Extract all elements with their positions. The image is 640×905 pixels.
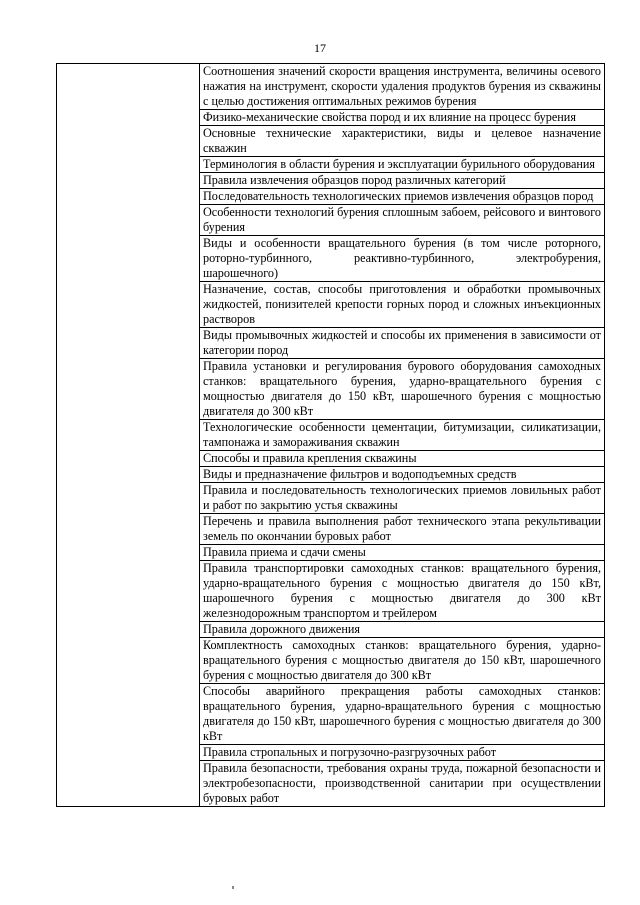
knowledge-item-cell (200, 561, 605, 622)
knowledge-item-cell (200, 110, 605, 126)
knowledge-item-text: Виды и особенности вращательного бурения (в том числе роторного, роторно-турбинного, реактивно-турбинного, электробурения, шарошечного) (203, 236, 601, 280)
knowledge-item-cell (200, 638, 605, 684)
knowledge-item-text: Последовательность технологических приемов извлечения образцов пород (203, 189, 594, 203)
knowledge-item-text: Виды и предназначение фильтров и водоподъемных средств (203, 467, 517, 481)
knowledge-item-text: Правила дорожного движения (203, 622, 360, 636)
knowledge-item-text: Правила безопасности, требования охраны труда, пожарной безопасности и электробезопасности, производственной санитарии при осуществлении буровых работ (203, 761, 601, 805)
table-row (57, 64, 605, 110)
knowledge-item-cell (200, 420, 605, 451)
knowledge-item-cell (200, 126, 605, 157)
requirements-table (56, 63, 605, 807)
knowledge-item-text: Соотношения значений скорости вращения инструмента, величины осевого нажатия на инструмент, скорости удаления продуктов бурения из скважины с целью достижения оптимальных режимов бурения (203, 64, 601, 108)
knowledge-item-cell (200, 64, 605, 110)
scan-artifact (232, 886, 234, 889)
knowledge-item-text: Физико-механические свойства пород и их влияние на процесс бурения (203, 110, 576, 124)
knowledge-item-cell (200, 545, 605, 561)
knowledge-item-text: Терминология в области бурения и эксплуатации бурильного оборудования (203, 157, 596, 171)
knowledge-item-text: Перечень и правила выполнения работ технического этапа рекультивации земель по окончании буровых работ (203, 514, 601, 543)
knowledge-item-text: Способы и правила крепления скважины (203, 451, 417, 465)
knowledge-item-cell (200, 359, 605, 420)
table-body (57, 64, 605, 807)
knowledge-item-text: Правила извлечения образцов пород различных категорий (203, 173, 506, 187)
knowledge-item-cell (200, 173, 605, 189)
left-column-cell (57, 64, 200, 807)
knowledge-item-cell (200, 622, 605, 638)
knowledge-item-cell (200, 483, 605, 514)
knowledge-item-cell (200, 467, 605, 483)
knowledge-item-cell (200, 157, 605, 173)
knowledge-item-cell (200, 514, 605, 545)
knowledge-item-cell (200, 282, 605, 328)
knowledge-item-text: Правила стропальных и погрузочно-разгрузочных работ (203, 745, 497, 759)
knowledge-item-text: Правила транспортировки самоходных станков: вращательного бурения, ударно-вращательного бурения с мощностью двигателя до 150 кВт, шарошечного бурения с мощностью двигателя до 300 кВт железнодорожным транспортом и трейлером (203, 561, 601, 620)
knowledge-item-text: Виды промывочных жидкостей и способы их применения в зависимости от категории пород (203, 328, 601, 357)
knowledge-item-text: Правила и последовательность технологических приемов ловильных работ и работ по закрытию устья скважины (203, 483, 601, 512)
knowledge-item-cell (200, 189, 605, 205)
knowledge-item-cell (200, 451, 605, 467)
knowledge-item-text: Особенности технологий бурения сплошным забоем, рейсового и винтового бурения (203, 205, 601, 234)
knowledge-item-cell (200, 745, 605, 761)
knowledge-item-cell (200, 761, 605, 807)
knowledge-item-text: Правила приема и сдачи смены (203, 545, 366, 559)
page-number: 17 (314, 41, 326, 55)
knowledge-item-text: Назначение, состав, способы приготовления и обработки промывочных жидкостей, понизителей крепости горных пород и сложных инъекционных растворов (203, 282, 601, 326)
knowledge-item-cell (200, 684, 605, 745)
knowledge-item-text: Правила установки и регулирования бурового оборудования самоходных станков: вращательного бурения, ударно-вращательного бурения с мощностью двигателя до 150 кВт, шарошечного бурения с мощностью двигателя до 300 кВт (203, 359, 601, 418)
knowledge-item-text: Способы аварийного прекращения работы самоходных станков: вращательного бурения, ударно-вращательного бурения с мощностью двигателя до 150 кВт, шарошечного бурения с мощностью двигателя до 300 кВт (203, 684, 601, 743)
knowledge-item-cell (200, 205, 605, 236)
knowledge-item-text: Основные технические характеристики, виды и целевое назначение скважин (203, 126, 601, 155)
knowledge-item-text: Технологические особенности цементации, битумизации, силикатизации, тампонажа и замораживания скважин (203, 420, 601, 449)
knowledge-item-cell (200, 328, 605, 359)
knowledge-item-text: Комплектность самоходных станков: вращательного бурения, ударно-вращательного бурения с мощностью двигателя до 150 кВт, шарошечного бурения с мощностью двигателя до 300 кВт (203, 638, 601, 682)
knowledge-item-cell (200, 236, 605, 282)
